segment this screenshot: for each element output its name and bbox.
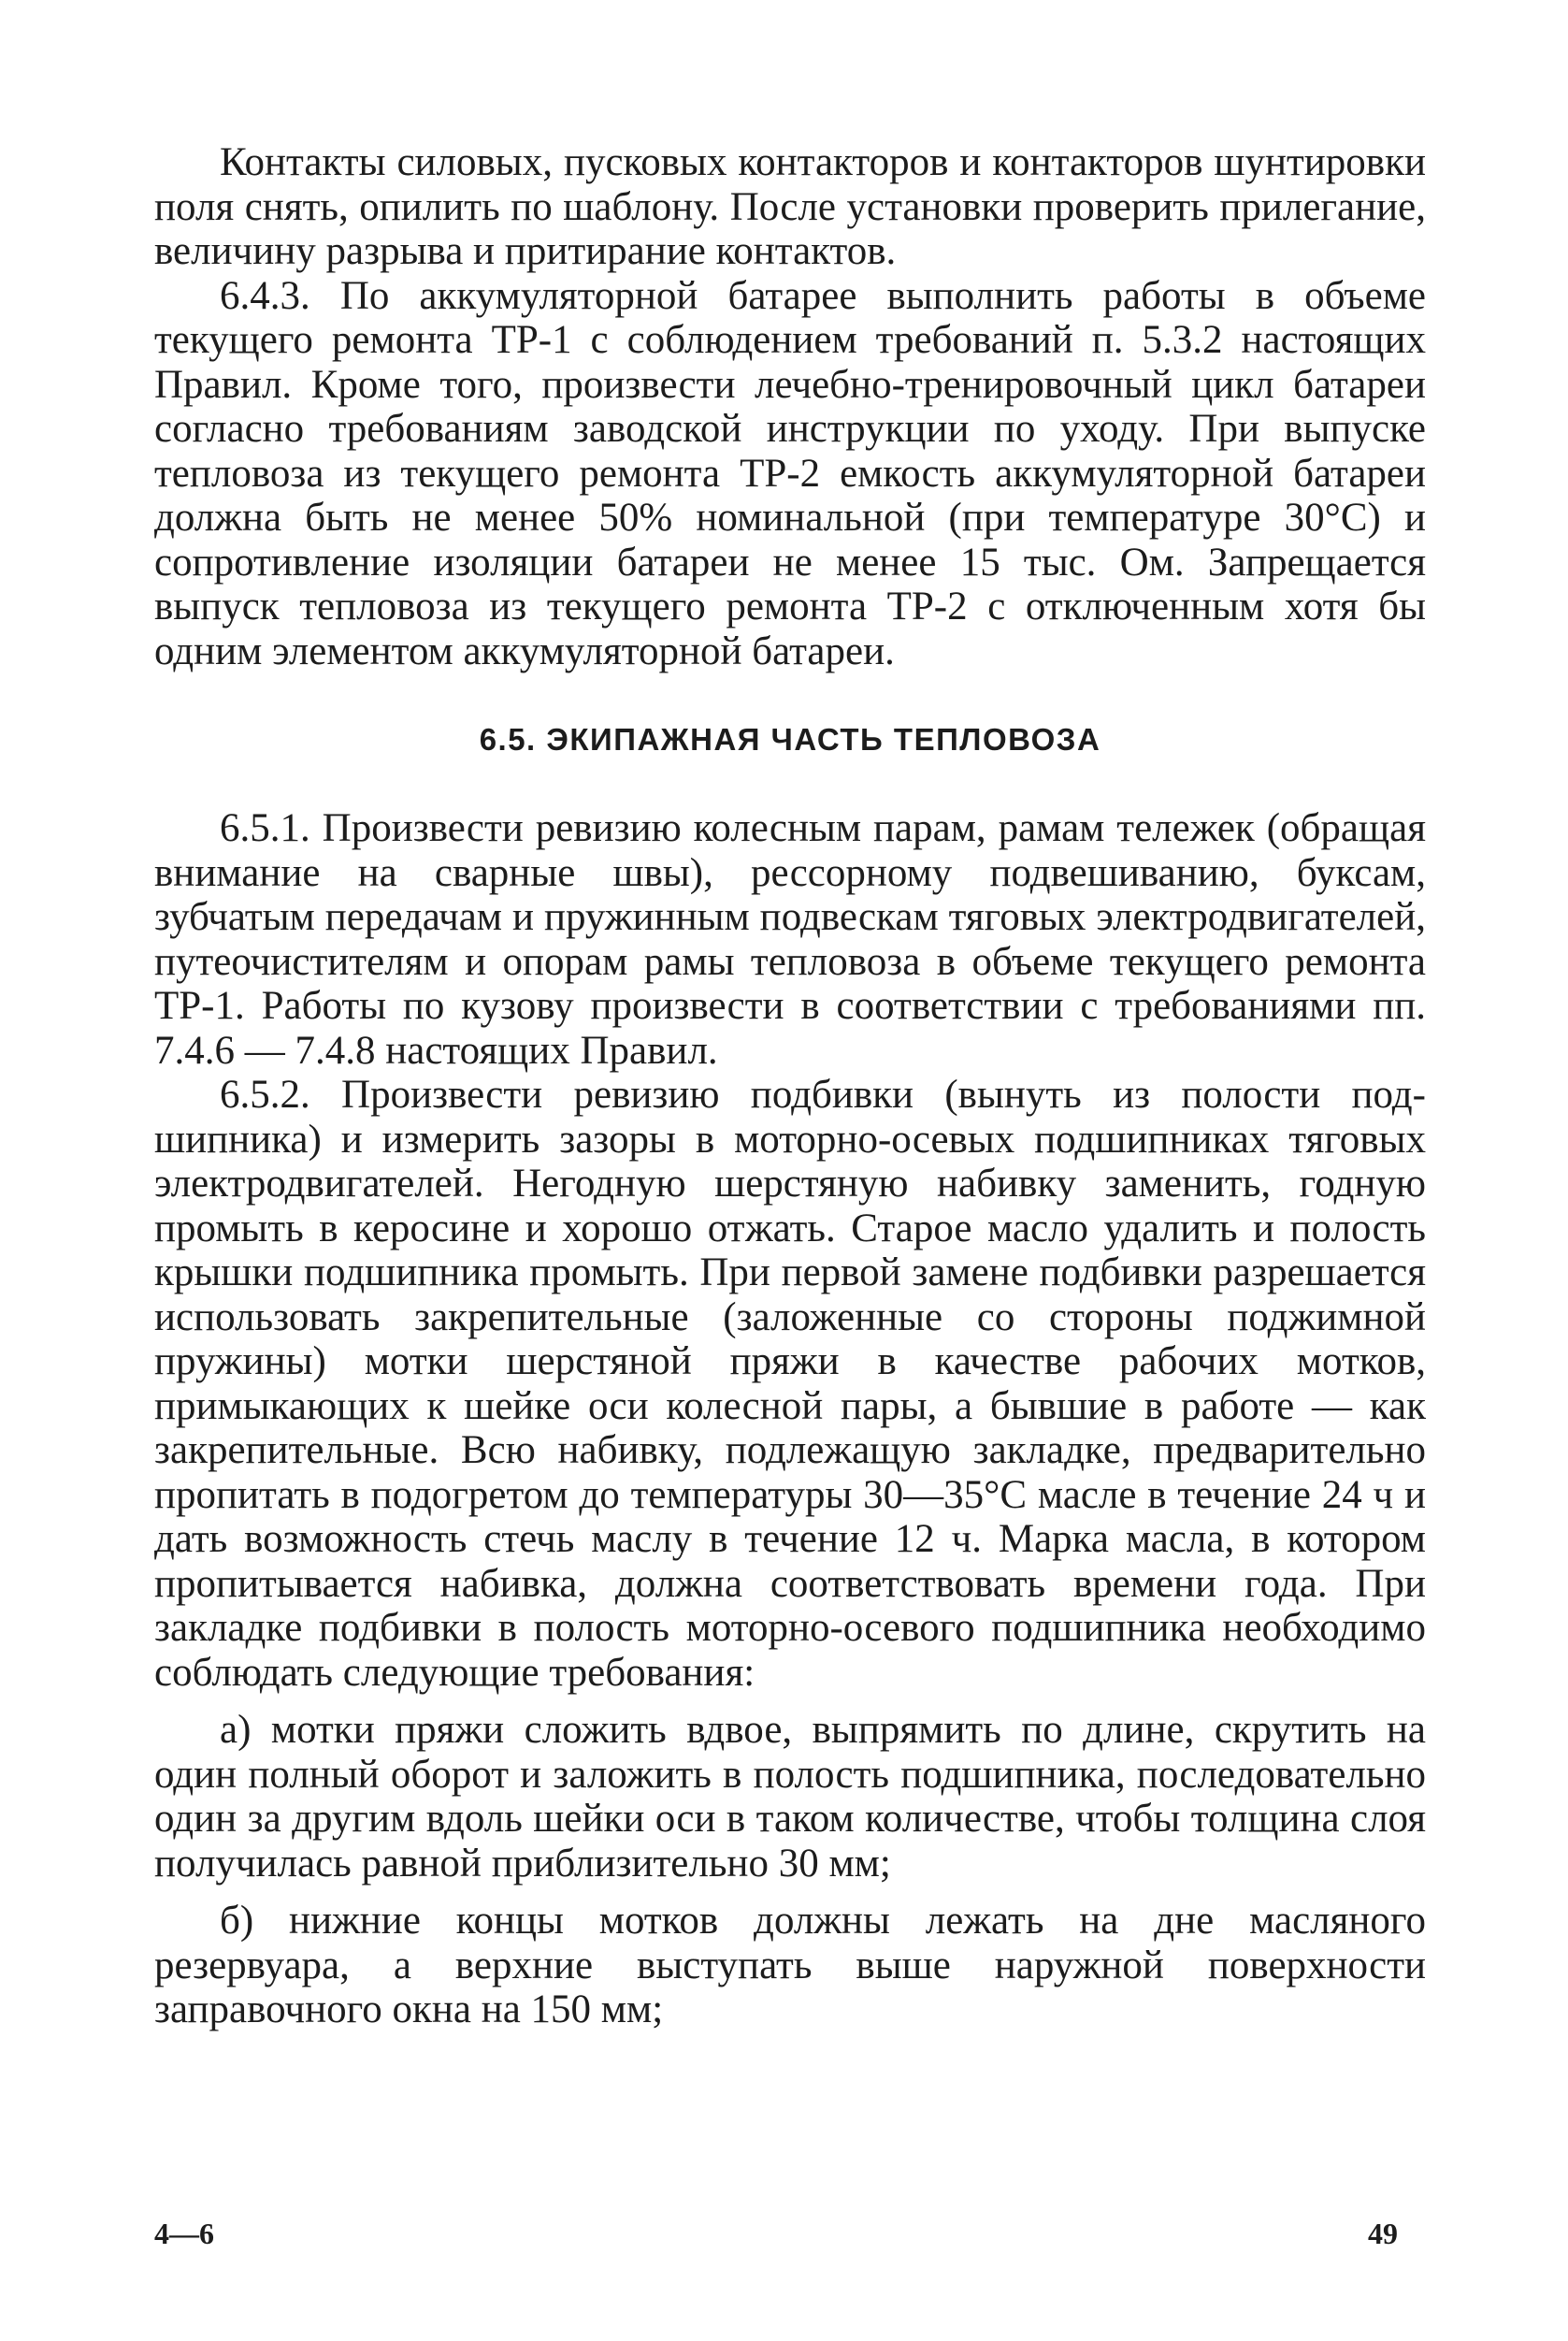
paragraph-6-4-3: 6.4.3. По аккумуляторной батарее выполнить работы в объеме текущего ремонта ТР-1 с соблюдением требований п. 5.3.2 настоящих Правил. Кроме того, произвести лечебно-тренировочный цикл батареи согласно требованиям заводской инструкции по уходу. При выпуске тепловоза из текущего ремонта ТР-2 емкость аккумуляторной батареи должна быть не менее 50% номинальной (при температуре 30°С) и сопротивление изоляции батареи не менее 15 тыс. Ом. Запрещается выпуск тепловоза из текущего ремонта ТР-2 с отключенным хотя бы одним элементом аккумуляторной батареи.: [154, 273, 1426, 673]
list-item-a: а) мотки пряжи сложить вдвое, выпрямить по длине, скрутить на один полный оборот и заложить в полость подшипника, последовательно один за другим вдоль шейки оси в таком количестве, чтобы толщина слоя получилась равной приблизительно 30 мм;: [154, 1708, 1426, 1886]
page-number: 49: [1368, 2217, 1398, 2250]
section-heading: 6.5. ЭКИПАЖНАЯ ЧАСТЬ ТЕПЛОВОЗА: [479, 722, 1101, 757]
paragraph-contacts: Контакты силовых, пусковых контакторов и контакторов шунтировки поля снять, опилить по шаблону. После установки проверить прилегание, величину разрыва и притирание контактов.: [154, 140, 1426, 273]
list-item-b: б) нижние концы мотков должны лежать на дне масляного резервуара, а верхние выступать выше наружной поверхности заправочного окна на 150 мм;: [154, 1899, 1426, 2031]
signature-mark: 4—6: [154, 2217, 214, 2250]
paragraph-6-5-1: 6.5.1. Произвести ревизию колесным парам, рамам тележек (обращая внимание на сварные швы), рессорному подвешиванию, буксам, зубчатым передачам и пружинным подвескам тяговых электродвигателей, путеочистителям и опорам рамы тепловоза в объеме текущего ремонта ТР-1. Работы по кузову произвести в соответствии с требованиями пп. 7.4.6 — 7.4.8 настоящих Правил.: [154, 806, 1426, 1073]
paragraph-6-5-2: 6.5.2. Произвести ревизию подбивки (вынуть из полости подшипника) и измерить зазоры в моторно-осевых подшипниках тяговых электродвигателей. Негодную шерстяную набивку заменить, годную промыть в керосине и хорошо отжать. Старое масло удалить и полость крышки подшипника промыть. При первой замене подбивки разрешается использовать закрепительные (заложенные со стороны поджимной пружины) мотки шерстяной пряжи в качестве рабочих мотков, примыкающих к шейке оси колесной пары, а бывшие в работе — как закрепительные. Всю набивку, подлежащую закладке, предварительно пропитать в подогретом до температуры 30—35°С масле в течение 24 ч и дать возможность стечь маслу в течение 12 ч. Марка масла, в котором пропитывается набивка, должна соответствовать времени года. При закладке подбивки в полость моторно-осевого подшипника необходимо соблюдать следующие требования:: [154, 1073, 1426, 1695]
document-page: [154, 140, 1426, 2282]
